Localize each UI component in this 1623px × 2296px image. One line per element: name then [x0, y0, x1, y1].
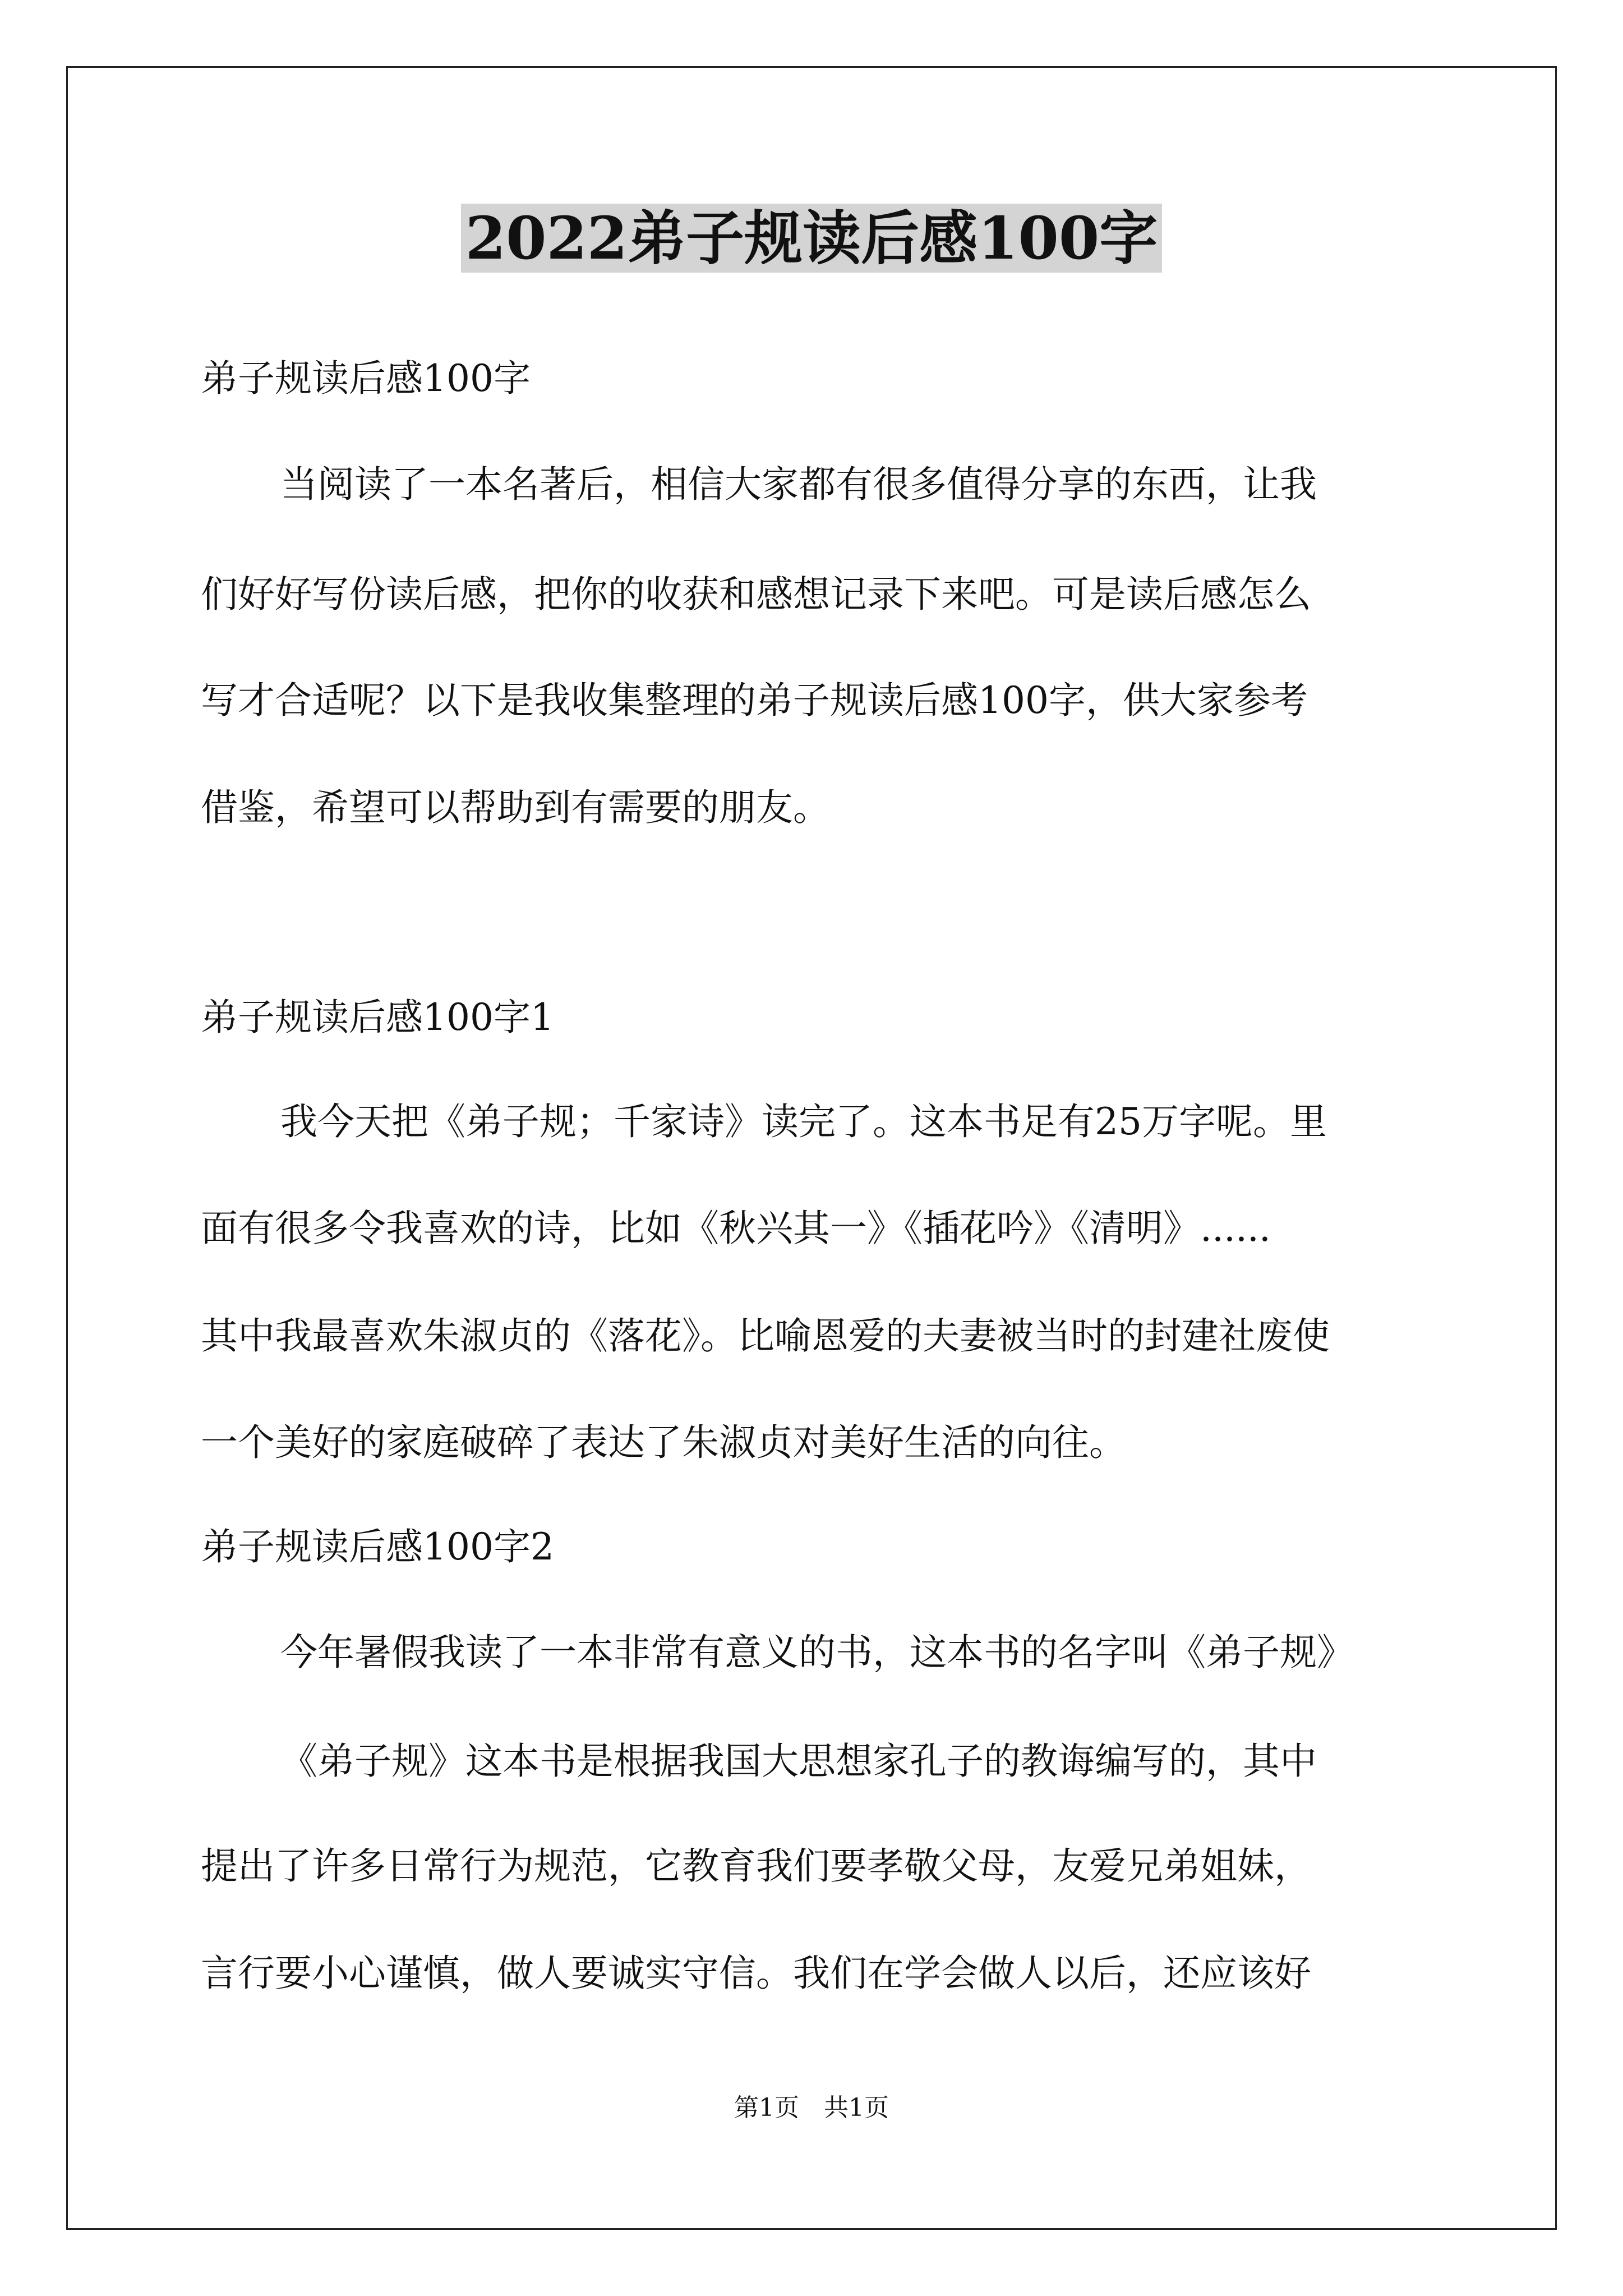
intro-line: 借鉴，希望可以帮助到有需要的朋友。 — [201, 786, 830, 829]
section-1-line: 其中我最喜欢朱淑贞的《落花》。比喻恩爱的夫妻被当时的封建社废使 — [201, 1314, 1330, 1358]
section-heading-1: 弟子规读后感100字1 — [201, 996, 554, 1039]
section-1-line: 我今天把《弟子规；千家诗》读完了。这本书足有25万字呢。里 — [280, 1100, 1327, 1143]
section-heading-2: 弟子规读后感100字2 — [201, 1525, 554, 1568]
intro-line: 们好好写份读后感，把你的收获和感想记录下来吧。可是读后感怎么 — [201, 573, 1311, 616]
section-2-line: 提出了许多日常行为规范，它教育我们要孝敬父母，友爱兄弟姐妹， — [201, 1844, 1311, 1888]
section-2-line: 《弟子规》这本书是根据我国大思想家孔子的教诲编写的，其中 — [280, 1740, 1317, 1783]
document-title-text: 2022弟子规读后感100字 — [461, 204, 1163, 273]
document-title — [0, 199, 1623, 278]
intro-line: 写才合适呢？以下是我收集整理的弟子规读后感100字，供大家参考 — [201, 679, 1308, 722]
intro-line: 当阅读了一本名著后，相信大家都有很多值得分享的东西，让我 — [280, 463, 1317, 506]
section-2-line: 言行要小心谨慎，做人要诚实守信。我们在学会做人以后，还应该好 — [201, 1952, 1311, 1995]
section-2-line: 今年暑假我读了一本非常有意义的书，这本书的名字叫《弟子规》 — [280, 1631, 1354, 1674]
section-1-line: 面有很多令我喜欢的诗，比如《秋兴其一》《插花吟》《清明》...... — [201, 1207, 1271, 1250]
section-1-line: 一个美好的家庭破碎了表达了朱淑贞对美好生活的向往。 — [201, 1421, 1126, 1464]
main-heading: 弟子规读后感100字 — [201, 357, 531, 400]
page-footer: 第1页 共1页 — [734, 2093, 889, 2122]
